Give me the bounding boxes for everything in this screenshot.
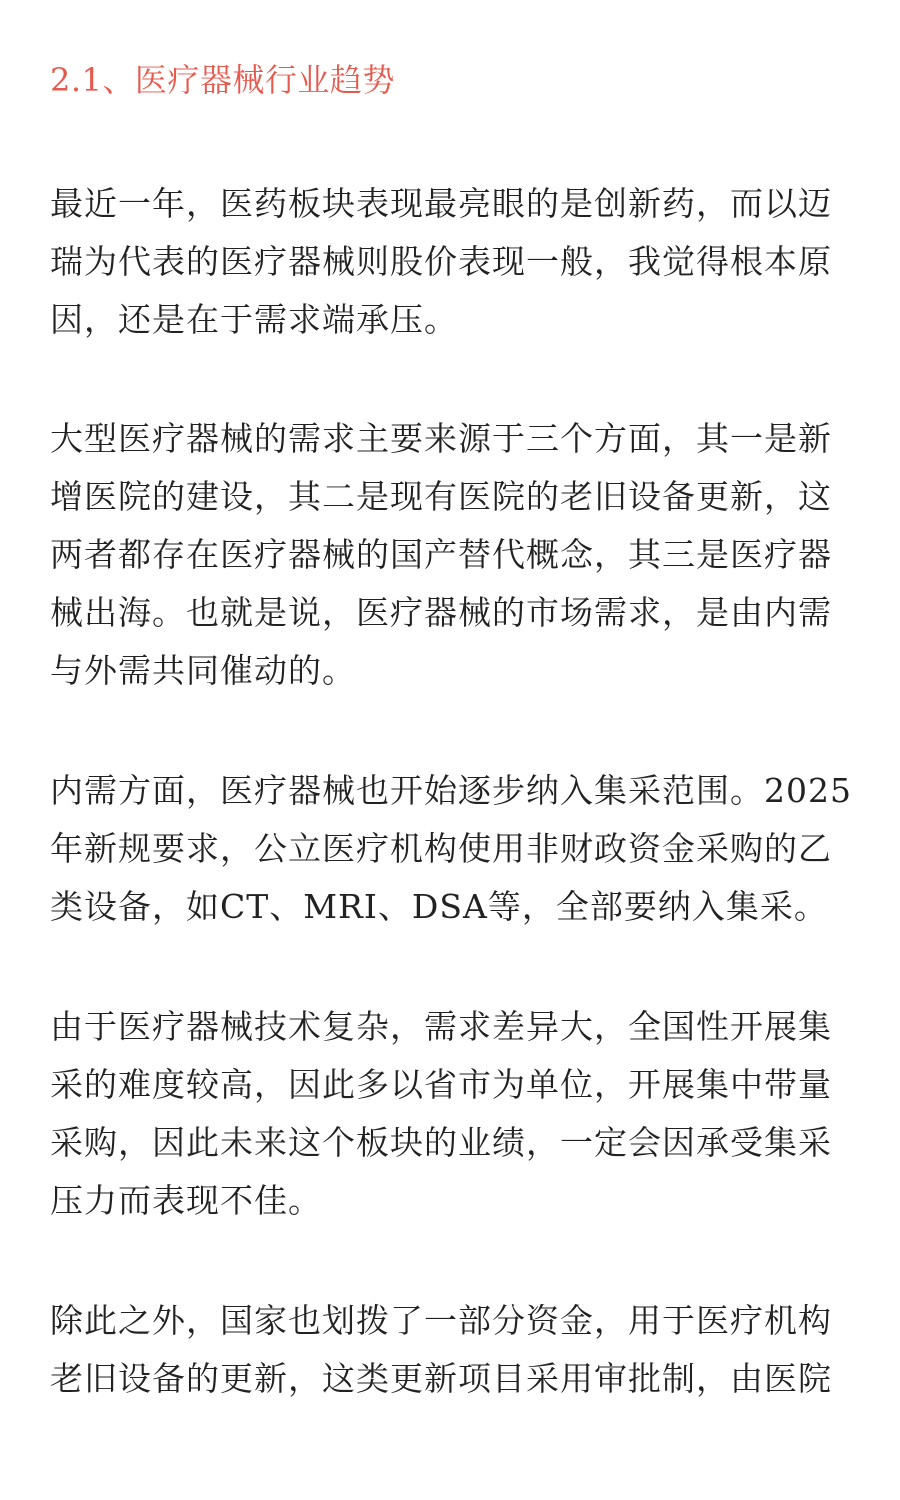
paragraph-demand-sources [50,410,850,700]
text-line: 械出海。也就是说，医疗器械的市场需求，是由内需 [50,593,832,632]
text-line: 采购，因此未来这个板块的业绩，一定会因承受集采 [50,1123,832,1162]
text-line: 瑞为代表的医疗器械则股价表现一般，我觉得根本原 [50,242,832,281]
paragraph-equipment-renewal [50,1292,850,1408]
text-line: 最近一年，医药板块表现最亮眼的是创新药，而以迈 [50,184,832,223]
paragraph-domestic-procurement [50,762,850,936]
text-line: 类设备，如CT、MRI、DSA等，全部要纳入集采。 [50,887,828,926]
text-line: 大型医疗器械的需求主要来源于三个方面，其一是新 [50,419,832,458]
text-line: 内需方面，医疗器械也开始逐步纳入集采范围。2025 [50,771,852,810]
text-line: 与外需共同催动的。 [50,651,356,690]
text-line: 压力而表现不佳。 [50,1181,322,1220]
text-line: 年新规要求，公立医疗机构使用非财政资金采购的乙 [50,829,832,868]
text-line: 两者都存在医疗器械的国产替代概念，其三是医疗器 [50,535,832,574]
paragraph-procurement-outlook [50,998,850,1230]
text-line: 由于医疗器械技术复杂，需求差异大，全国性开展集 [50,1007,832,1046]
paragraph-demand-pressure [50,175,850,349]
text-line: 增医院的建设，其二是现有医院的老旧设备更新，这 [50,477,832,516]
text-line: 除此之外，国家也划拨了一部分资金，用于医疗机构 [50,1301,832,1340]
text-line: 老旧设备的更新，这类更新项目采用审批制，由医院 [50,1359,832,1398]
text-line: 因，还是在于需求端承压。 [50,300,458,339]
text-line: 采的难度较高，因此多以省市为单位，开展集中带量 [50,1065,832,1104]
section-heading: 2.1、医疗器械行业趋势 [50,61,395,99]
